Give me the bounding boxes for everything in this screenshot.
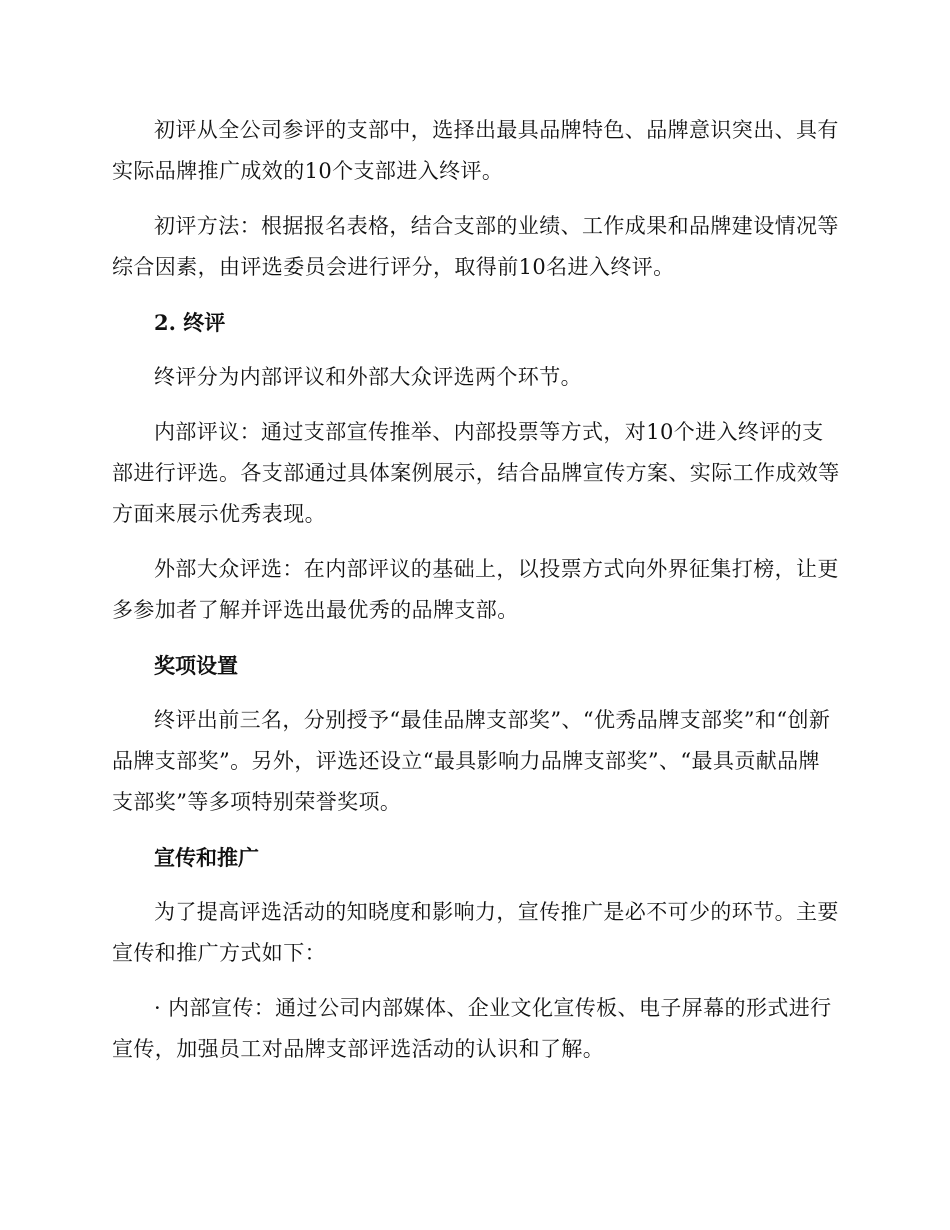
paragraph-awards: 终评出前三名，分别授予“最佳品牌支部奖”、“优秀品牌支部奖”和“创新品牌支部奖”。另外，评选还设立“最具影响力品牌支部奖”、“最具贡献品牌支部奖”等多项特别荣誉奖项。 xyxy=(112,708,831,814)
heading-awards: 奖项设置 xyxy=(154,653,238,678)
heading-promotion: 宣传和推广 xyxy=(154,845,259,870)
paragraph-internal-review: 内部评议：通过支部宣传推举、内部投票等方式，对10个进入终评的支部进行评选。各支部通过具体案例展示，结合品牌宣传方案、实际工作成效等方面来展示优秀表现。 xyxy=(112,420,840,526)
paragraph-preliminary-method: 初评方法：根据报名表格，结合支部的业绩、工作成果和品牌建设情况等综合因素，由评选委员会进行评分，取得前10名进入终评。 xyxy=(112,214,839,279)
paragraph-preliminary-selection: 初评从全公司参评的支部中，选择出最具品牌特色、品牌意识突出、具有实际品牌推广成效的10个支部进入终评。 xyxy=(112,118,839,183)
heading-final-review: 2. 终评 xyxy=(154,310,226,335)
paragraph-promotion-intro: 为了提高评选活动的知晓度和影响力，宣传推广是必不可少的环节。主要宣传和推广方式如下： xyxy=(112,900,839,965)
paragraph-internal-promotion: · 内部宣传：通过公司内部媒体、企业文化宣传板、电子屏幕的形式进行宣传，加强员工对品牌支部评选活动的认识和了解。 xyxy=(112,996,832,1061)
paragraph-public-vote: 外部大众评选：在内部评议的基础上，以投票方式向外界征集打榜，让更多参加者了解并评选出最优秀的品牌支部。 xyxy=(112,557,839,622)
paragraph-final-overview: 终评分为内部评议和外部大众评选两个环节。 xyxy=(154,365,582,389)
